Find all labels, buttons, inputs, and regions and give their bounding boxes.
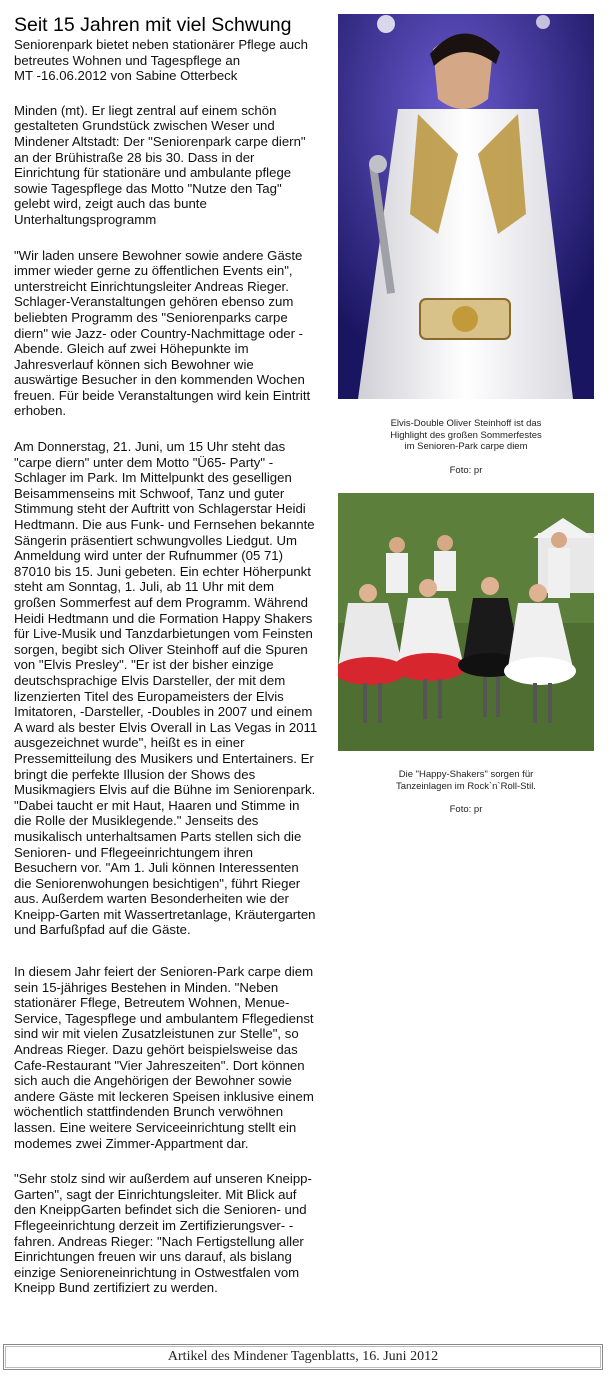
photo-credit: Foto: pr <box>449 464 483 476</box>
article <box>14 14 318 1296</box>
caption-line: im Senioren-Park carpe diem <box>404 441 528 452</box>
article-subheadline: Seniorenpark bietet neben stationärer Pflege auch betreutes Wohnen und Tagespflege an <box>14 37 308 68</box>
article-paragraph: "Wir laden unsere Bewohner sowie andere Gäste immer wieder gerne zu öffentlichen Events ein", unterstreicht Einrichtungsleiter Andreas Rieger. Schlager-Veranstaltungen gehören ebenso zum beliebten Programm des "Seniorenparks carpe diern" wie Jazz- oder Country-Nachmittage oder - Abende. Gleich auf zwei Höhepunkte im Jahresverlauf können sich Bewohner wie auswärtige Besucher in den kommenden Wochen freuen. Für beide Veranstaltungen wird kein Eintritt erhoben. <box>14 247 311 419</box>
article-byline: MT -16.06.2012 von Sabine Otterbeck <box>14 68 238 84</box>
caption-line: Highlight des großen Sommerfestes <box>390 429 542 441</box>
elvis-photo <box>338 14 594 399</box>
article-headline: Seit 15 Jahren mit viel Schwung <box>14 14 292 36</box>
caption-line: Tanzeinlagen im Rock`n`Roll-Stil. <box>396 780 536 792</box>
caption-line: Die "Happy-Shakers" sorgen für <box>398 769 534 780</box>
article-paragraph: In diesem Jahr feiert der Senioren-Park carpe diem sein 15-jähriges Bestehen in Minden. "Neben stationärer Fflege, Betreutem Wohnen, Menue-Service, Tagespflege und ambulantem Fflegedienst sind wir mit vielen Zusatzleistunen zur Stelle", so Andreas Rieger. Dazu gehört beispielsweise das Cafe-Restaurant "Vier Jahreszeiten". Dort können sich auch die Angehörigen der Bewohner sowie andere Gäste mit leckeren Speisen inklusive einem wöchentlich stattfindenden Brunch verwöhnen lassen. Eine weitere Serviceeinrichtung stellt ein modemes zwei Zimmer-Appartment dar. <box>14 964 314 1151</box>
photo-credit: Foto: pr <box>449 804 483 815</box>
article-paragraph: Am Donnerstag, 21. Juni, um 15 Uhr steht das "carpe diern" unter dem Motto "Ü65- Party" - Schlager im Park. Im Mittelpunkt des geselligen Beisammenseins mit Schwoof, Tanz und guter Stimmung steht der Auftritt von Schlagerstar Heidi Hedtmann. Die aus Funk- und Fernsehen bekannte Sängerin präsentiert schwungvolles Liedgut. Um Anmeldung wird unter der Rufnummer (05 71) 87010 bis 15. Juni gebeten. Ein echter Höherpunkt steht am Sonntag, 1. Juli, ab 11 Uhr mit dem großen Sommerfest auf dem Programm. Während Heidi Hedtmann und die Formation Happy Shakers für Live-Musik und Tanzdarbietungen vom Feinsten sorgen, begibt sich Oliver Steinhoff auf die Spuren von "Elvis Presley". "Er ist der bisher einzige deutschsprachige Elvis Darsteller, der mit dem lizenzierten Titel des Europameisters der Elvis Imitatoren, -Darsteller, -Doubles in 2007 und einem A ward als bester Elvis Overall in Las Vegas in 2011 ausgezeichnet wurde", heißt es in einer Pressemitteilung des Musikers und Entertainers. Er bringt die perfekte Illusion der Shows des Musikmagiers Elvis auf die Bühne im Seniorenpark. "Dabei taucht er mit Haut, Haaren und Stimme in die Rolle der Musiklegende." Jenseits des musikalisch unterhaltsamen Parts stellen sich die Senioren- und Fflegeeinrichtungem ihren Besuchern vor. "Am 1. Juli können Interessenten die Seniorenwohungen besichtigen", führt Rieger aus. Außerdem warten Besonderheiten wie der Kneipp-Garten mit Wassertretanlage, Kräutergarten und Barfußpfad auf die Gäste. <box>14 439 318 938</box>
happy-shakers-photo <box>338 493 594 751</box>
elvis-photo-caption <box>338 418 594 476</box>
article-paragraph: "Sehr stolz sind wir außerdem auf unseren Kneipp-Garten", sagt der Einrichtungsleiter. Mit Blick auf den KneippGarten befindet sich die Senioren- und Fflegeeinrichtung derzeit im Zertifizierungsver- - fahren. Andreas Rieger: "Nach Fertigstellung aller Einrichtungen freuen wir uns darauf, als bislang einzige Senioreneinrichtung in Ostwestfalen vom Kneipp Bund zertifiziert zu werden. <box>14 1171 312 1296</box>
happy-shakers-photo-caption <box>338 769 594 816</box>
source-footer-text: Artikel des Mindener Tagenblatts, 16. Juni 2012 <box>5 1346 601 1368</box>
source-footer <box>3 1344 603 1370</box>
article-paragraph: Minden (mt). Er liegt zentral auf einem schön gestalteten Grundstück zwischen Weser und Mindener Altstadt: Der "Seniorenpark carpe diern" an der Brühistraße 28 bis 30. Dass in der Einrichtung für stationäre und ambulante pflege sowie Tagespflege das Motto "Nutze den Tag" gelebt wird, zeigt auch das bunte Unterhaltungsprogramm <box>14 102 306 227</box>
caption-line: Elvis-Double Oliver Steinhoff ist das <box>390 418 542 429</box>
